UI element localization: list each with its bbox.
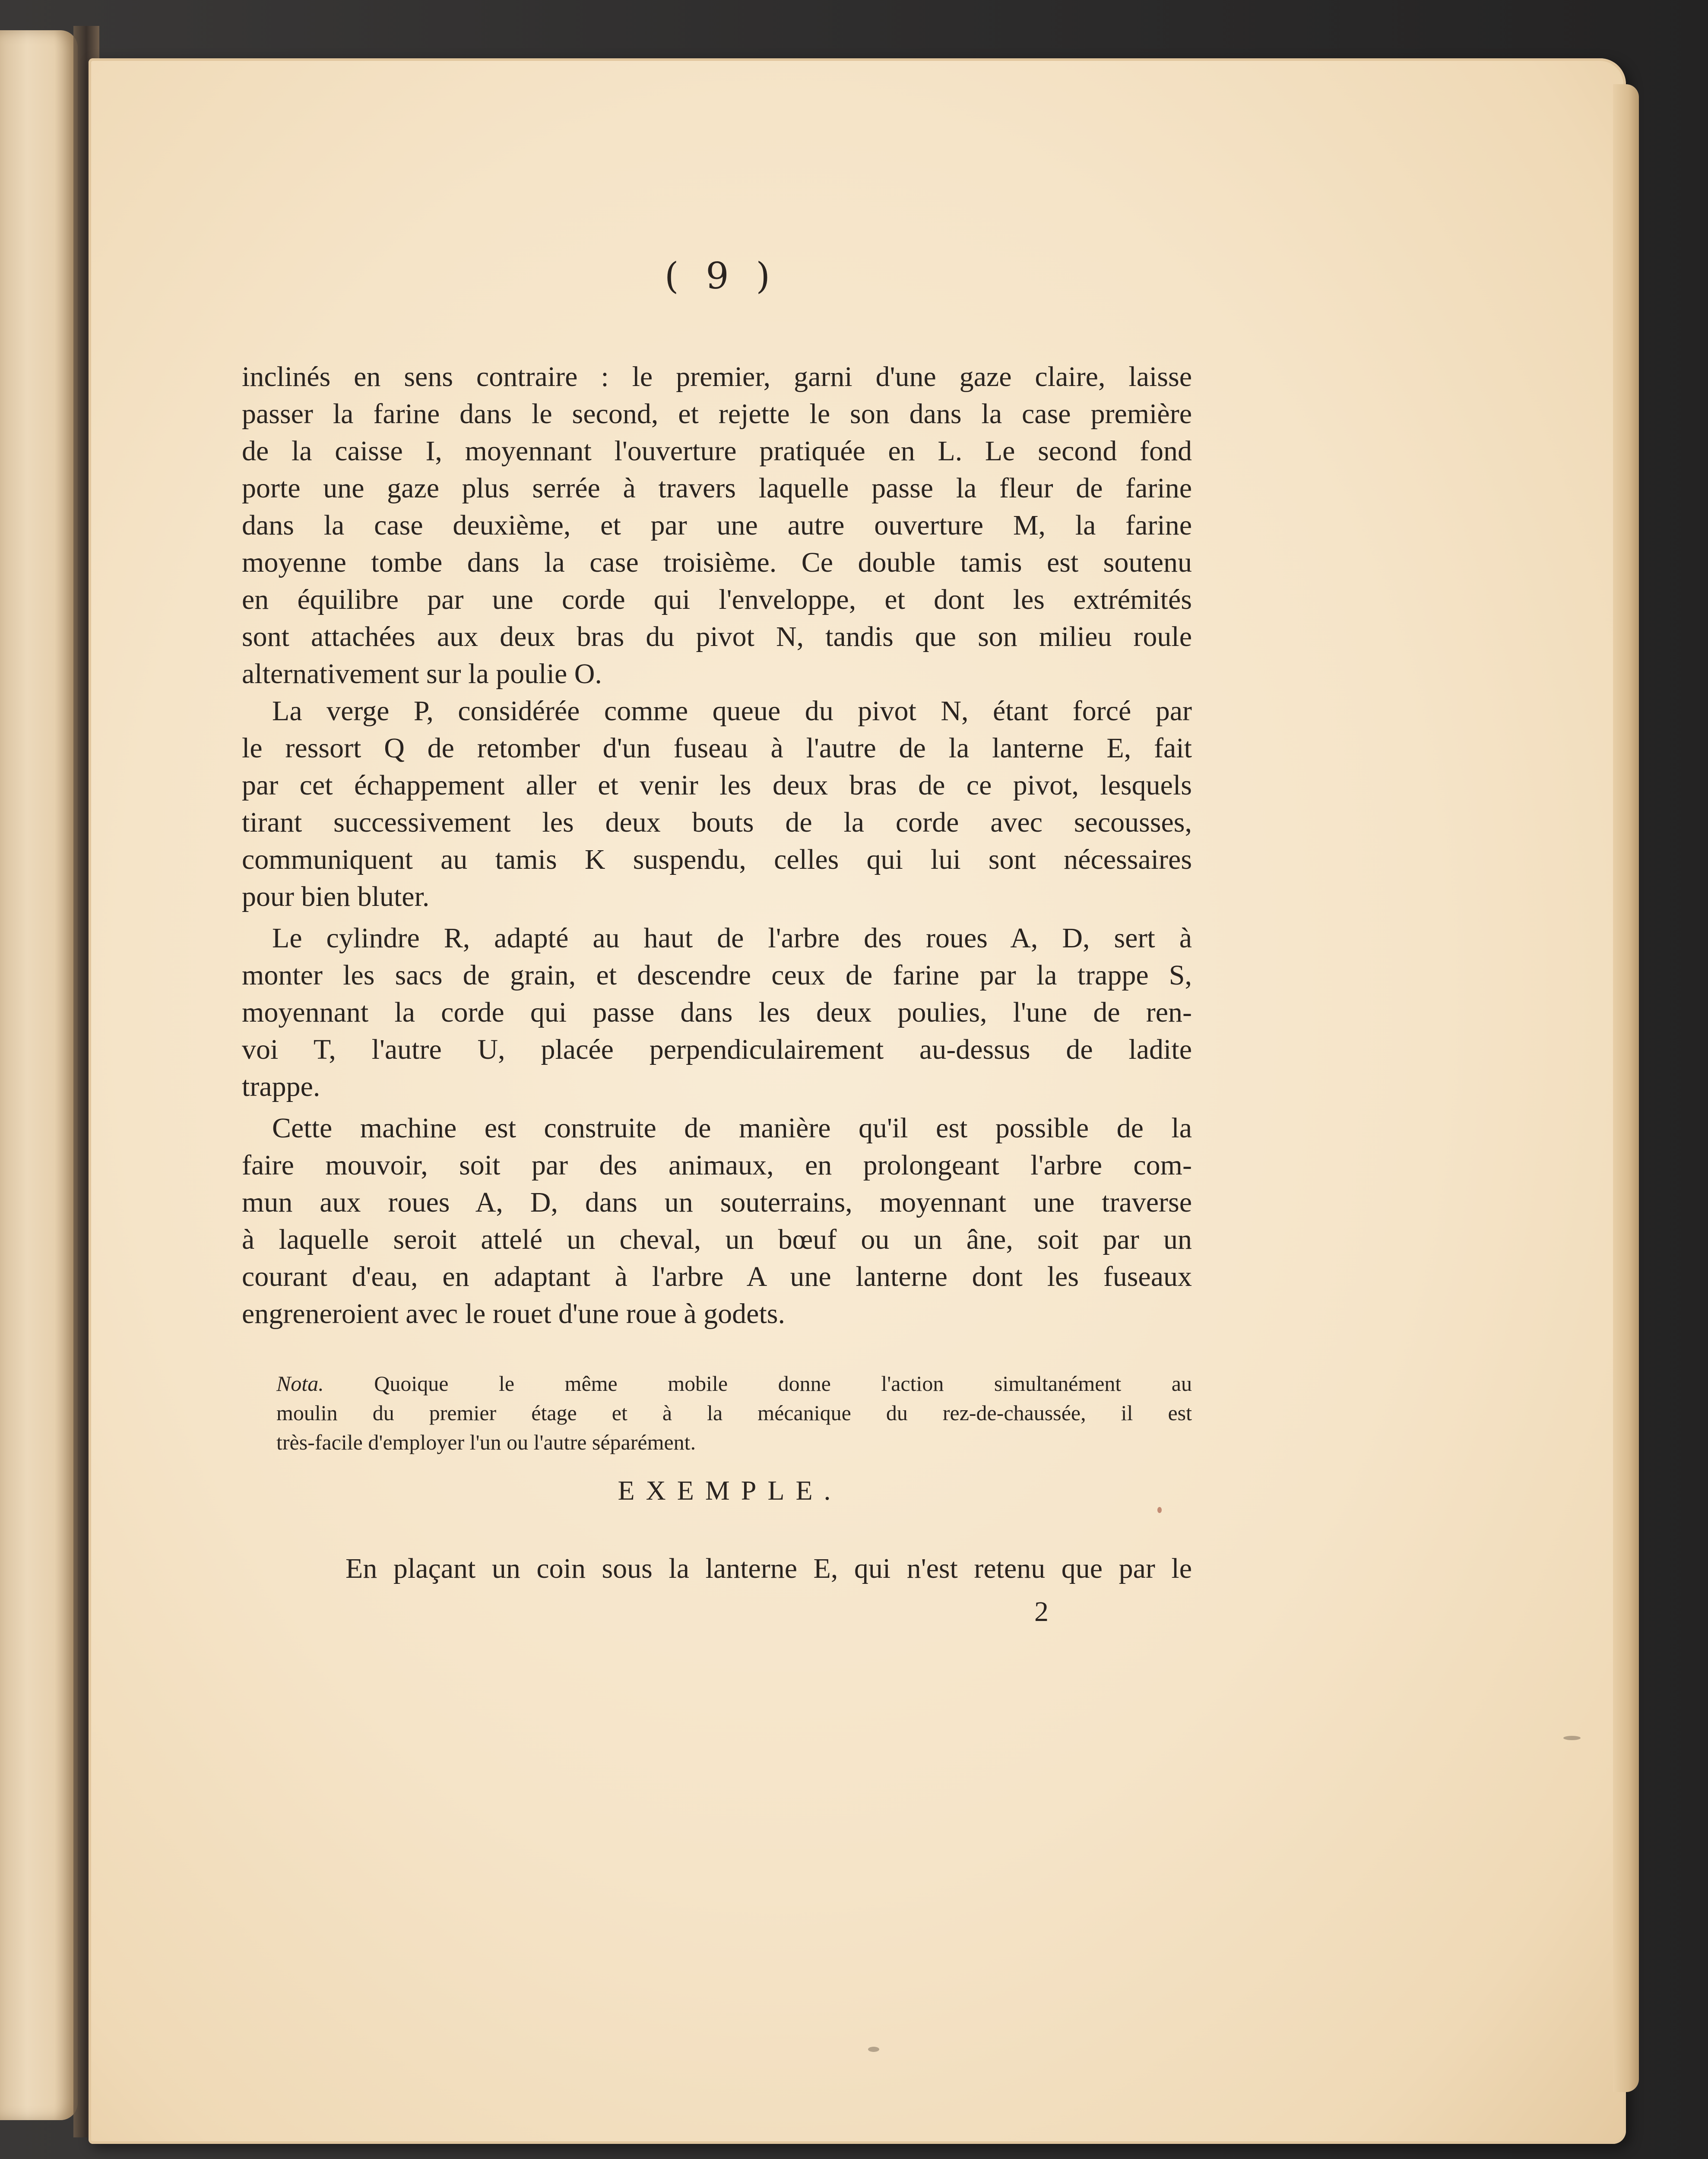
text-line: dans la case deuxième, et par une autre ouverture M, la farine	[242, 510, 1192, 541]
text-line: mun aux roues A, D, dans un souterrains, moyennant une traverse	[242, 1187, 1192, 1218]
section-heading: EXEMPLE.	[618, 1475, 842, 1506]
text-line: engreneroient avec le rouet d'une roue à godets.	[242, 1298, 785, 1330]
text-line: porte une gaze plus serrée à travers laquelle passe la fleur de farine	[242, 472, 1192, 504]
text-line: par cet échappement aller et venir les deux bras de ce pivot, lesquels	[242, 769, 1192, 801]
text-line: de la caisse I, moyennant l'ouverture pratiquée en L. Le second fond	[242, 435, 1192, 467]
text-line: monter les sacs de grain, et descendre ceux de farine par la trappe S,	[242, 959, 1192, 991]
text-line: voi T, l'autre U, placée perpendiculairement au-dessus de ladite	[242, 1034, 1192, 1065]
text-line: faire mouvoir, soit par des animaux, en prolongeant l'arbre com-	[242, 1149, 1192, 1181]
text-line: La verge P, considérée comme queue du pivot N, étant forcé par	[272, 695, 1192, 727]
paper-speck	[1157, 1507, 1162, 1513]
text-line: moyenne tombe dans la case troisième. Ce double tamis est soutenu	[242, 547, 1192, 578]
paper-speck	[1563, 1736, 1581, 1740]
text-line: courant d'eau, en adaptant à l'arbre A une lanterne dont les fuseaux	[242, 1261, 1192, 1292]
text-line: passer la farine dans le second, et rejette le son dans la case première	[242, 398, 1192, 430]
text-line: pour bien bluter.	[242, 881, 430, 912]
text-line: Cette machine est construite de manière qu'il est possible de la	[272, 1112, 1192, 1144]
text-line: à laquelle seroit attelé un cheval, un bœuf ou un âne, soit par un	[242, 1224, 1192, 1255]
note-label: Nota.	[276, 1371, 324, 1396]
note-line	[276, 1369, 1192, 1398]
page-fore-edge	[1613, 84, 1639, 2092]
text-line: en équilibre par une corde qui l'enveloppe, et dont les extrémités	[242, 584, 1192, 615]
note-text: Quoique le même mobile donne l'action simultanément au	[374, 1371, 1192, 1396]
signature-mark: 2	[1034, 1596, 1049, 1627]
text-line: inclinés en sens contraire : le premier, garni d'une gaze claire, laisse	[242, 361, 1192, 393]
text-line: Le cylindre R, adapté au haut de l'arbre des roues A, D, sert à	[272, 922, 1192, 954]
text-line: alternativement sur la poulie O.	[242, 658, 602, 690]
text-line: le ressort Q de retomber d'un fuseau à l'autre de la lanterne E, fait	[242, 732, 1192, 764]
note-line: moulin du premier étage et à la mécanique du rez-de-chaussée, il est	[276, 1401, 1192, 1425]
note-line: très-facile d'employer l'un ou l'autre séparément.	[276, 1430, 696, 1454]
text-line: communiquent au tamis K suspendu, celles qui lui sont nécessaires	[242, 844, 1192, 875]
text-line: trappe.	[242, 1071, 320, 1102]
text-line: moyennant la corde qui passe dans les deux poulies, l'une de ren-	[242, 997, 1192, 1028]
text-line: En plaçant un coin sous la lanterne E, qui n'est retenu que par le	[345, 1553, 1192, 1584]
page-number: ( 9 )	[664, 255, 778, 297]
text-line: tirant successivement les deux bouts de la corde avec secousses,	[242, 807, 1192, 838]
paper-speck	[868, 2047, 879, 2052]
previous-page-edge	[0, 30, 78, 2120]
text-line: sont attachées aux deux bras du pivot N, tandis que son milieu roule	[242, 621, 1192, 652]
